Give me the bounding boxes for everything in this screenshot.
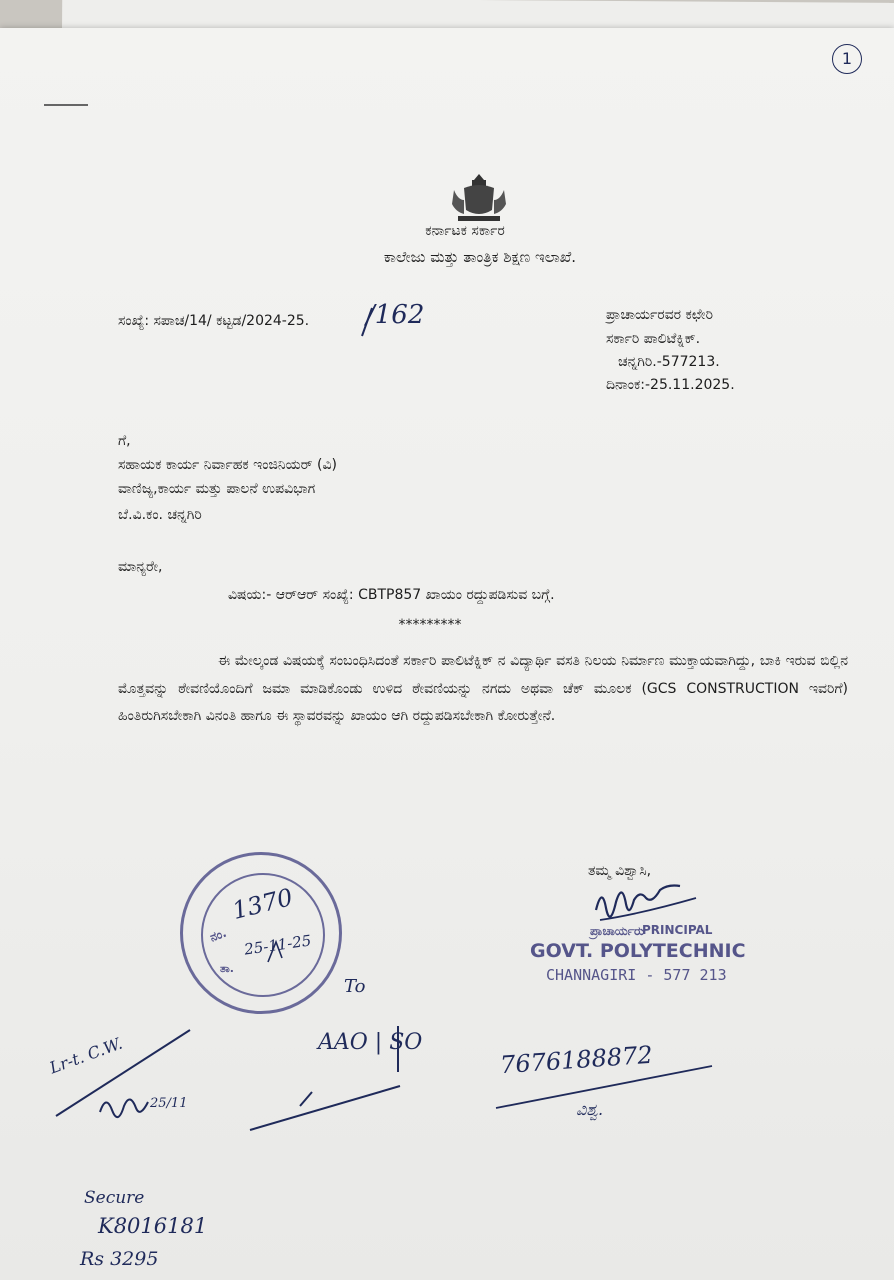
seal-no-label: ನಂ. — [207, 925, 229, 945]
salutation: ಮಾನ್ಯರೇ, — [118, 559, 163, 575]
handwritten-phone: 7676188872 — [499, 1040, 654, 1080]
sender-place: ಚನ್ನಗಿರಿ.-577213. — [618, 354, 720, 370]
separator-stars: ********* — [398, 617, 462, 633]
recipient-to: ಗೆ, — [118, 433, 131, 449]
seal-date-value: 25-11-25 — [243, 931, 313, 959]
handwritten-routing: AAO | SO — [318, 1030, 423, 1055]
body-paragraph — [118, 648, 848, 731]
handwritten-initials-right: ವಿಶ್ವ. — [576, 1100, 604, 1119]
karnataka-emblem-icon — [448, 172, 510, 224]
handwritten-code-2: Rs 3295 — [80, 1248, 159, 1270]
department-name: ಕಾಲೇಜು ಮತ್ತು ತಾಂತ್ರಿಕ ಶಿಕ್ಷಣ ಇಲಾಖೆ. — [383, 248, 577, 266]
reference-handwritten-number: /162 — [366, 300, 425, 330]
handwritten-note-left: Lr-t. C.W. — [47, 1033, 125, 1078]
subject-line: ವಿಷಯ:- ಆರ್‌ಆರ್ ಸಂಖ್ಯೆ: CBTP857 ಖಾಯಂ ರದ್ದುಪಡಿಸುವ ಬಗ್ಗೆ. — [228, 587, 555, 603]
principal-title: PRINCIPAL — [642, 923, 713, 937]
recipient-designation: ಸಹಾಯಕ ಕಾರ್ಯ ನಿರ್ವಾಹಕ ಇಂಜಿನಿಯರ್ (ವಿ) — [118, 457, 338, 473]
reference-number: ಸಂಖ್ಯೆ: ಸಪಾಚ/14/ ಕಟ್ಟಡ/2024-25. — [118, 313, 310, 329]
letter-date: ದಿನಾಂಕ:-25.11.2025. — [606, 377, 735, 393]
pen-dash — [44, 104, 88, 106]
closing: ತಮ್ಮ ವಿಶ್ವಾಸಿ, — [588, 863, 652, 879]
recipient-office: ವಾಣಿಜ್ಯ,ಕಾರ್ಯ ಮತ್ತು ಪಾಲನೆ ಉಪವಿಭಾಗ — [118, 481, 316, 497]
sender-office: ಪ್ರಾಚಾರ್ಯರವರ ಕಛೇರಿ — [606, 307, 713, 323]
stamp-place: CHANNAGIRI - 577 213 — [546, 966, 727, 984]
inward-seal — [180, 852, 342, 1014]
handwritten-code-1: K8016181 — [98, 1214, 208, 1238]
principal-title-kannada: ಪ್ರಾಚಾರ್ಯರು — [590, 924, 645, 938]
body-text: ಈ ಮೇಲ್ಕಂಡ ವಿಷಯಕ್ಕೆ ಸಂಬಂಧಿಸಿದಂತೆ ಸರ್ಕಾರಿ ಪಾಲಿಟೆಕ್ನಿಕ್ ನ ವಿದ್ಯಾರ್ಥಿ ವಸತಿ ನಿಲಯ ನಿರ್ಮಾಣ ಮುಕ್ತಾಯವಾಗಿದ್ದು, ಬಾಕಿ ಇರುವ ಬಿಲ್ಲಿನ ಮೊತ್ತವನ್ನು ಠೇವಣಿಯೊಂದಿಗೆ ಜಮಾ ಮಾಡಿಕೊಂಡು ಉಳಿದ ಠೇವಣಿಯನ್ನು ನಗದು ಅಥವಾ ಚೆಕ್ ಮೂಲಕ (GCS CONSTRUCTION ಇವರಿಗೆ) ಹಿಂತಿರುಗಿಸಬೇಕಾಗಿ ವಿನಂತಿ ಹಾಗೂ ಈ ಸ್ಥಾವರವನ್ನು ಖಾಯಂ ಆಗಿ ರದ್ದುಪಡಿಸಬೇಕಾಗಿ ಕೋರುತ್ತೇನೆ. — [118, 653, 848, 724]
page-number-mark: 1 — [832, 44, 862, 74]
sender-institution: ಸರ್ಕಾರಿ ಪಾಲಿಟೆಕ್ನಿಕ್. — [606, 331, 701, 347]
stamp-institution: GOVT. POLYTECHNIC — [530, 940, 746, 962]
handwritten-to: To — [344, 976, 366, 997]
recipient-place: ಬೆ.ವಿ.ಕಂ. ಚನ್ನಗಿರಿ — [118, 507, 202, 523]
handwritten-security: Secure — [84, 1188, 145, 1208]
seal-date-label: ತಾ. — [220, 962, 234, 975]
seal-no-value: 1370 — [229, 883, 296, 925]
handwritten-initials-left: 25/11 — [150, 1096, 188, 1111]
government-name: ಕರ್ನಾಟಕ ಸರ್ಕಾರ — [425, 223, 505, 239]
